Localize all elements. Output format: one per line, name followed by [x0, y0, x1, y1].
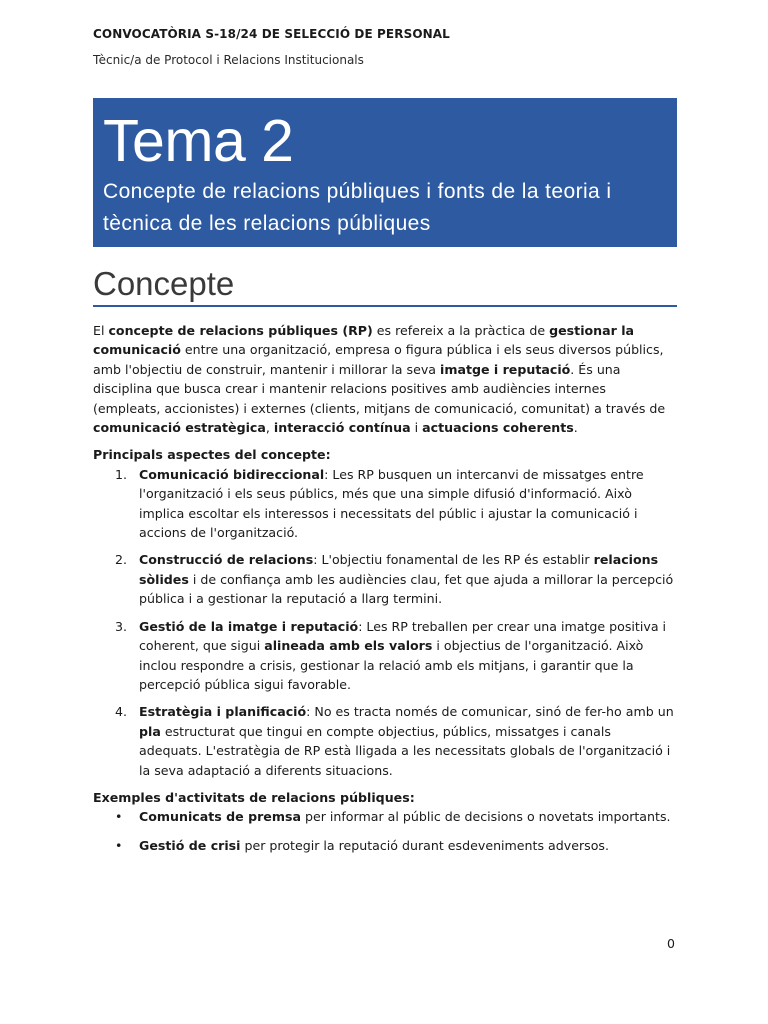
aspect-text	[139, 619, 666, 692]
bold-run: Gestió de la imatge i reputació	[139, 618, 359, 634]
examples-list	[93, 807, 677, 855]
document-header-title: CONVOCATÒRIA S-18/24 DE SELECCIÓ DE PERSONAL	[93, 27, 450, 41]
text-run: : L'objectiu fonamental de les RP és establir	[313, 552, 594, 568]
bold-run: alineada amb els valors	[264, 638, 433, 654]
aspect-number: 4.	[115, 704, 128, 720]
aspect-item	[93, 550, 677, 608]
section-heading: Concepte	[93, 265, 235, 302]
bold-run: actuacions coherents	[422, 420, 574, 436]
text-run: estructurat que tingui en compte objectius, públics, missatges i canals adequats. L'estratègia de RP està lligada a les necessitats globals de l'organització i la seva adaptació a diferents situacions.	[139, 723, 671, 778]
aspect-number: 3.	[115, 618, 128, 634]
bold-run: Construcció de relacions	[139, 552, 314, 568]
aspect-text	[139, 704, 674, 777]
bold-run: concepte de relacions públiques (RP)	[108, 323, 373, 338]
bullet-icon: •	[115, 837, 123, 853]
text-run: i de confiança amb les audiències clau, fet que ajuda a millorar la percepció pública i a gestionar la reputació a llarg termini.	[139, 571, 674, 607]
text-run: per protegir la reputació durant esdeveniments adversos.	[240, 837, 609, 853]
text-run: : No es tracta només de comunicar, sinó de fer-ho amb un	[306, 704, 674, 720]
bold-run: gestionar la comunicació	[93, 323, 635, 358]
aspects-list	[93, 465, 677, 780]
bold-run: Gestió de crisi	[139, 837, 241, 853]
example-text	[139, 809, 671, 824]
text-run: : Les RP busquen un intercanvi de missatges entre l'organització i els seus públics, més que una simple difusió d'informació. Això implica escoltar els interessos i necessitats del públic i ajustar la comunicació i accions de l'organització.	[139, 466, 644, 541]
text-run: per informar al públic de decisions o novetats importants.	[300, 809, 671, 825]
aspect-number: 1.	[115, 466, 128, 482]
text-run: es refereix a la pràctica de	[372, 323, 550, 338]
aspect-item	[93, 617, 677, 695]
aspect-item	[93, 465, 677, 543]
bold-run: imatge i reputació	[440, 361, 571, 377]
intro-paragraph	[93, 321, 677, 437]
text-run: ,	[265, 420, 274, 436]
text-run: i	[410, 420, 423, 436]
examples-heading: Exemples d'activitats de relacions públiques:	[93, 789, 415, 805]
topic-subtitle-line-1: Concepte de relacions públiques i fonts de la teoria i	[103, 180, 612, 203]
text-run: i objectius de l'organització. Això inclou respondre a crisis, gestionar la relació amb els mitjans, i garantir que la percepció pública sigui favorable.	[139, 638, 644, 692]
bold-run: Estratègia i planificació	[139, 704, 307, 720]
bold-run: Comunicats de premsa	[139, 809, 301, 825]
topic-title: Tema 2	[103, 108, 294, 174]
example-item	[93, 807, 677, 826]
aspects-heading: Principals aspectes del concepte:	[93, 447, 331, 463]
text-run: : Les RP treballen per crear una imatge positiva i coherent, que sigui	[139, 618, 667, 654]
document-body	[93, 321, 677, 864]
topic-banner	[93, 98, 677, 247]
example-text	[139, 838, 609, 853]
aspect-text	[139, 467, 644, 540]
topic-subtitle-line-2: tècnica de les relacions públiques	[103, 212, 431, 235]
topic-subtitle	[103, 176, 667, 240]
bold-run: interacció contínua	[273, 420, 411, 436]
text-run: . És una disciplina que busca crear i mantenir relacions positives amb audiències internes (empleats, accionistes) i externes (clients, mitjans de comunicació, comunitat) a través de	[93, 361, 666, 416]
text-run: entre una organització, empresa o figura pública i els seus diversos públics, amb l'objectiu de construir, mantenir i millorar la seva	[93, 342, 664, 377]
text-run: El	[93, 323, 109, 338]
bold-run: pla	[139, 723, 161, 739]
page-number: 0	[667, 936, 675, 951]
document-header-subtitle: Tècnic/a de Protocol i Relacions Institucionals	[93, 53, 364, 67]
bold-run: Comunicació bidireccional	[139, 466, 325, 482]
section-divider	[93, 305, 677, 307]
bold-run: relacions sòlides	[139, 552, 659, 587]
bullet-icon: •	[115, 809, 123, 825]
text-run: .	[573, 420, 578, 436]
aspect-number: 2.	[115, 552, 128, 568]
example-item	[93, 836, 677, 855]
aspect-item	[93, 702, 677, 780]
bold-run: comunicació estratègica	[93, 420, 266, 436]
aspect-text	[139, 552, 673, 606]
